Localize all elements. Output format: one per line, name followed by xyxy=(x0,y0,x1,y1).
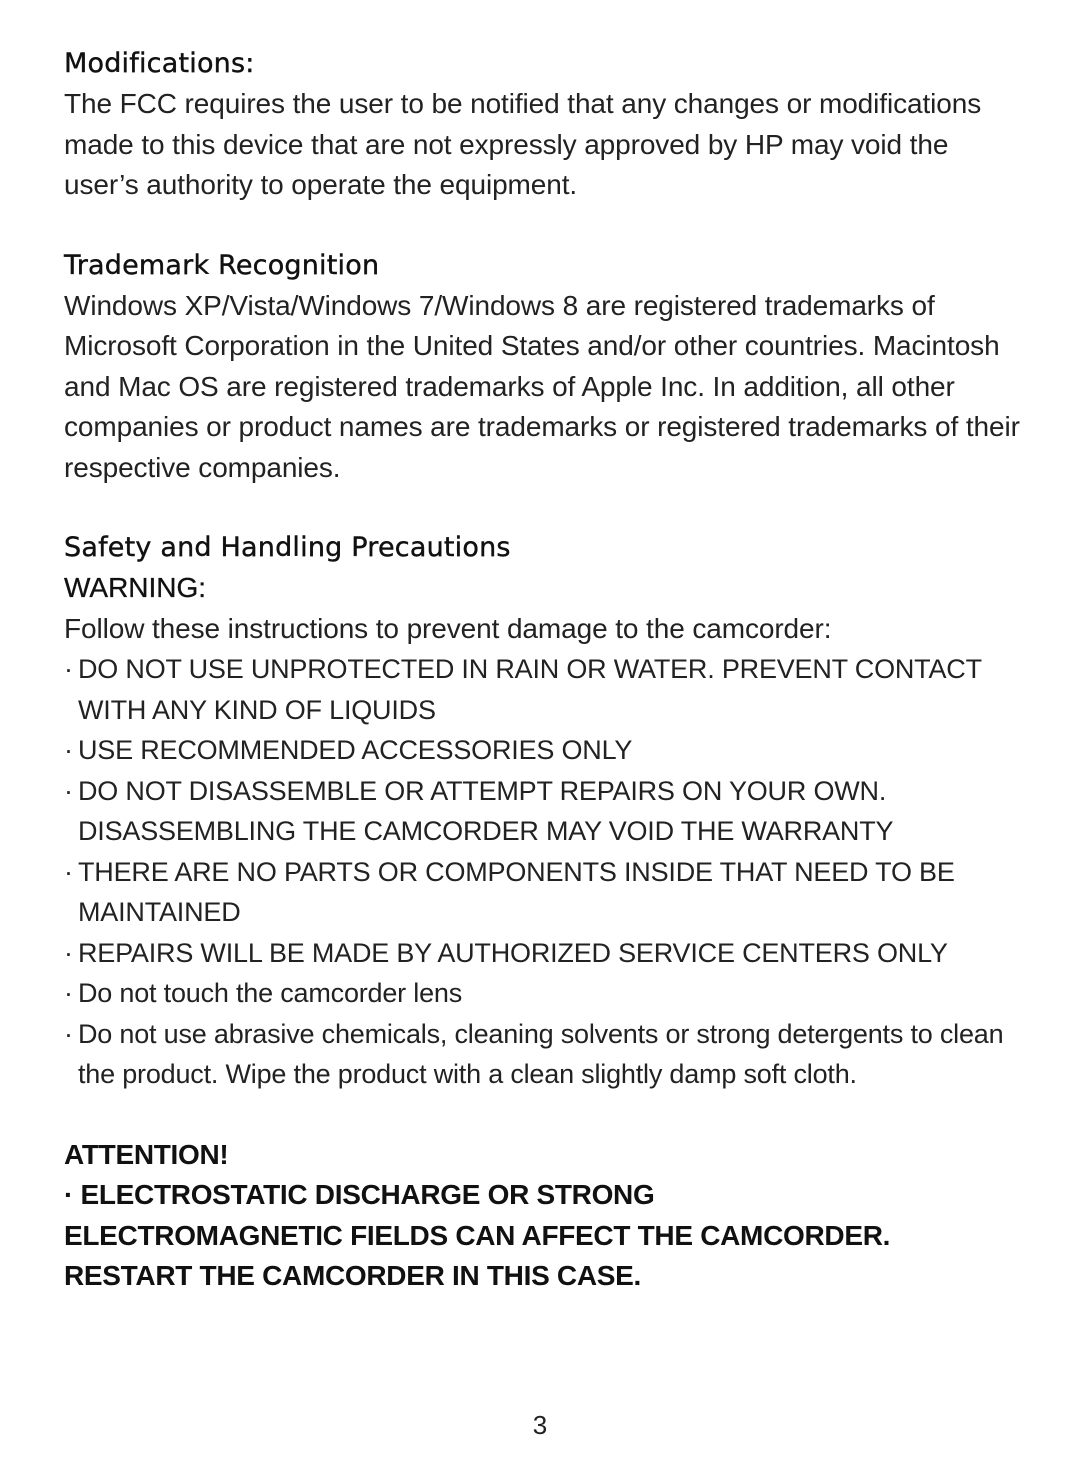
warning-label: WARNING: xyxy=(64,572,207,603)
trademark-section xyxy=(64,246,1024,489)
list-item-text: REPAIRS WILL BE MADE BY AUTHORIZED SERVICE CENTERS ONLY xyxy=(78,937,948,968)
safety-list xyxy=(64,649,1024,1095)
list-item-text: DO NOT DISASSEMBLE OR ATTEMPT REPAIRS ON YOUR OWN. DISASSEMBLING THE CAMCORDER MAY VOID THE WARRANTY xyxy=(78,775,894,846)
trademark-heading: Trademark Recognition xyxy=(64,249,380,281)
modifications-section xyxy=(64,44,1024,206)
bullet-marker: · xyxy=(64,978,73,1008)
modifications-text: The FCC requires the user to be notified that any changes or modifications made to this device that are not expressly approved by HP may void the user’s authority to operate the equipment. xyxy=(64,88,982,200)
bullet-marker: · xyxy=(64,1018,73,1049)
list-item-text: Do not use abrasive chemicals, cleaning solvents or strong detergents to clean the product. Wipe the product with a clean slightly damp soft cloth. xyxy=(78,1018,1004,1089)
bullet-marker: · xyxy=(64,735,73,765)
bullet-marker: · xyxy=(64,775,73,806)
bullet-marker: · xyxy=(64,654,73,684)
attention-section xyxy=(64,1135,1024,1297)
list-item-text: USE RECOMMENDED ACCESSORIES ONLY xyxy=(78,735,633,765)
bullet-marker: · xyxy=(64,856,73,887)
document-page xyxy=(64,44,1024,1297)
modifications-heading: Modifications: xyxy=(64,48,255,79)
list-item xyxy=(64,771,1024,852)
list-item xyxy=(64,1014,1024,1095)
trademark-text: Windows XP/Vista/Windows 7/Windows 8 are registered trademarks of Microsoft Corporation in the United States and/or other countries. Macintosh and Mac OS are registered trademarks of Apple Inc. In addition, all other companies or product names are trademarks or registered trademarks of their respective companies. xyxy=(64,289,1020,483)
list-item xyxy=(64,730,1024,771)
list-item xyxy=(64,852,1024,933)
safety-section xyxy=(64,528,1024,1095)
list-item-text: Do not touch the camcorder lens xyxy=(78,978,463,1008)
safety-intro: Follow these instructions to prevent damage to the camcorder: xyxy=(64,612,832,644)
attention-label: ATTENTION! xyxy=(64,1138,229,1170)
page-number: 3 xyxy=(532,1410,548,1440)
bullet-marker: · xyxy=(64,937,73,968)
list-item-text: DO NOT USE UNPROTECTED IN RAIN OR WATER. PREVENT CONTACT WITH ANY KIND OF LIQUIDS xyxy=(78,654,982,725)
list-item xyxy=(64,649,1024,730)
list-item xyxy=(64,933,1024,974)
list-item-text: THERE ARE NO PARTS OR COMPONENTS INSIDE THAT NEED TO BE MAINTAINED xyxy=(78,856,955,927)
attention-text: · ELECTROSTATIC DISCHARGE OR STRONG ELECTROMAGNETIC FIELDS CAN AFFECT THE CAMCORDER. RESTART THE CAMCORDER IN THIS CASE. xyxy=(64,1179,891,1291)
safety-heading: Safety and Handling Precautions xyxy=(64,532,511,563)
list-item xyxy=(64,973,1024,1014)
